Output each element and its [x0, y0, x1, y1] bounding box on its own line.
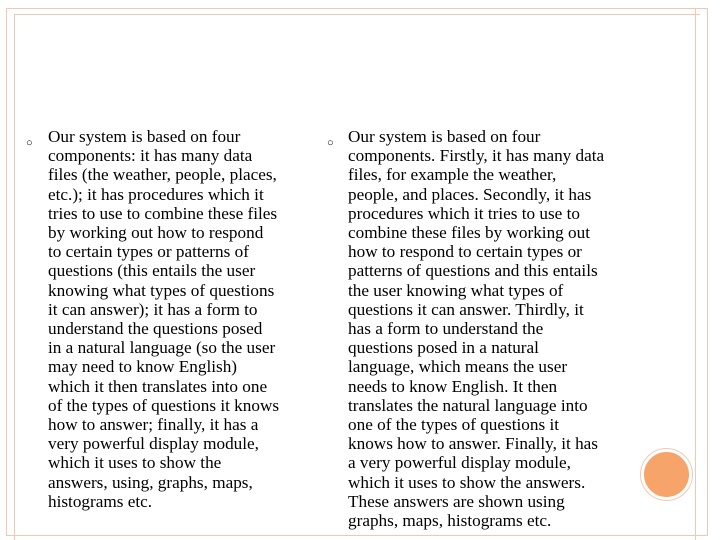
left-text-line: etc.); it has procedures which it	[48, 184, 264, 204]
right-text-line: questions posed in a natural	[348, 338, 539, 358]
right-text-line: Our system is based on four	[348, 127, 541, 146]
right-column-text	[348, 127, 648, 530]
right-text-line: one of the types of questions it	[348, 415, 559, 435]
left-text-line: which it uses to show the	[48, 453, 222, 473]
right-text-line: the user knowing what types of	[348, 280, 564, 300]
right-text-line: components. Firstly, it has many data	[348, 146, 605, 166]
right-text-line: language, which means the user	[348, 357, 568, 377]
right-text-line: files, for example the weather,	[348, 165, 557, 185]
slide-frame-right-rule	[695, 8, 696, 540]
right-text-line: needs to know English. It then	[348, 376, 558, 396]
right-text-line: These answers are shown using	[348, 491, 565, 511]
bullet-icon-left: ○	[26, 137, 33, 149]
bullet-icon-right: ○	[327, 137, 334, 149]
left-text-line: which it then translates into one	[48, 376, 268, 396]
right-text-line: questions it can answer. Thirdly, it	[348, 299, 584, 319]
right-text-line: has a form to understand the	[348, 319, 544, 339]
right-text-line: people, and places. Secondly, it has	[348, 184, 592, 204]
decorative-circle	[641, 449, 692, 500]
right-text-line: a very powerful display module,	[348, 453, 571, 473]
left-text-line: may need to know English)	[48, 357, 238, 377]
left-text-line: very powerful display module,	[48, 434, 259, 454]
left-text-line: histograms etc.	[48, 491, 153, 511]
right-text-line: which it uses to show the answers.	[348, 472, 586, 492]
left-text-line: tries to use to combine these files	[48, 203, 278, 223]
left-text-line: questions (this entails the user	[48, 261, 256, 281]
right-text-line: knows how to answer. Finally, it has	[348, 434, 598, 454]
left-column-text	[48, 127, 326, 511]
left-text-line: by working out how to respond	[48, 223, 264, 243]
left-text-line: understand the questions posed	[48, 319, 263, 339]
left-text-line: of the types of questions it knows	[48, 395, 280, 415]
left-text-line: to certain types or patterns of	[48, 242, 249, 262]
right-text-line: how to respond to certain types or	[348, 242, 582, 262]
right-text-line: graphs, maps, histograms etc.	[348, 511, 552, 531]
left-text-line: knowing what types of questions	[48, 280, 275, 300]
left-text-line: components: it has many data	[48, 146, 253, 166]
left-text-line: answers, using, graphs, maps,	[48, 472, 253, 492]
right-text-line: procedures which it tries to use to	[348, 203, 580, 223]
left-text-line: files (the weather, people, places,	[48, 165, 277, 185]
left-text-line: it can answer); it has a form to	[48, 299, 258, 319]
left-text-line: how to answer; finally, it has a	[48, 415, 259, 435]
left-text-line: Our system is based on four	[48, 127, 241, 146]
right-text-line: combine these files by working out	[348, 223, 591, 243]
right-text-line: translates the natural language into	[348, 395, 588, 415]
left-text-line: in a natural language (so the user	[48, 338, 276, 358]
right-text-line: patterns of questions and this entails	[348, 261, 598, 281]
